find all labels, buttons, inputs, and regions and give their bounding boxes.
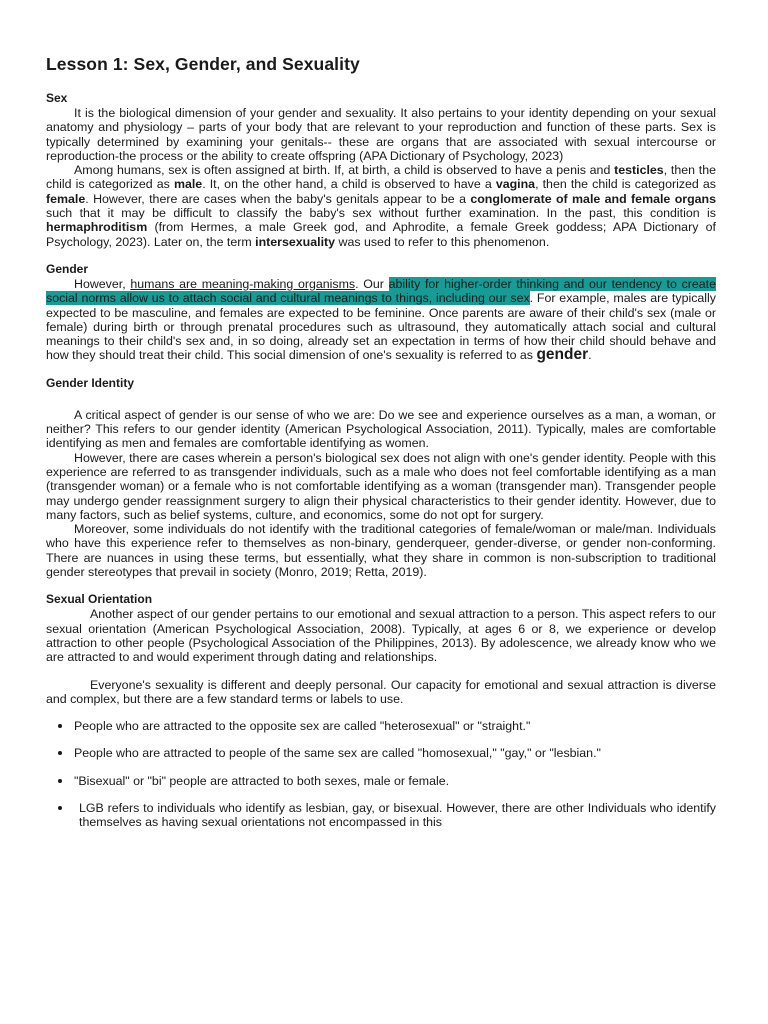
- bold-term-intersexuality: intersexuality: [255, 234, 336, 249]
- section-heading-sex: Sex: [46, 91, 68, 105]
- list-item: [46, 719, 716, 733]
- list-item-text: LGB refers to individuals who identify as lesbian, gay, or bisexual. However, there are other Individuals who identify themselves as having sexual orientations not encompassed in this: [79, 800, 716, 830]
- document-body: [46, 91, 716, 830]
- text-run: , then the child is categorized as: [46, 163, 717, 192]
- bold-term-female: female: [46, 191, 86, 206]
- bold-term-testicles: testicles: [614, 163, 664, 178]
- bold-term-hermaphroditism: hermaphroditism: [46, 220, 148, 235]
- text-run: . Our: [355, 276, 389, 291]
- sexual-orientation-paragraph-2: Everyone's sexuality is different and deeply personal. Our capacity for emotional and sexual attraction is diverse and complex, but there are a few standard terms or labels to use.: [46, 677, 716, 706]
- text-run: . For example, males are typically expected to be masculine, and females are expected to be feminine. Once parents are aware of their child's sex (male or female) during birth or through prenatal procedures such as ultrasound, they automatically attach social and cultural meanings to their child's sex and, in so doing, already set an expectation in terms of how their child should behave and how they should treat their child. This social dimension of one's sexuality is referred to as: [46, 291, 717, 363]
- list-item: [46, 774, 716, 788]
- bullet-dot-icon: [58, 751, 62, 755]
- orientation-bullet-list: [46, 719, 716, 829]
- gender-identity-paragraph-2: However, there are cases wherein a person's biological sex does not align with one's gender identity. People with this experience are referred to as transgender individuals, such as a male who does not feel comfortable identifying as a man (transgender woman) or a female who is not comfortable identifying as a woman (transgender man). Transgender people may undergo gender reassignment surgery to align their physical characteristics to their gender identity. However, due to many factors, such as belief systems, culture, and economics, some do not opt for surgery.: [46, 450, 716, 522]
- text-run: .: [588, 348, 592, 363]
- text-run: , then the child is categorized as: [535, 177, 716, 192]
- section-heading-gender-identity: Gender Identity: [46, 375, 135, 390]
- section-heading-gender: Gender: [46, 261, 89, 276]
- text-run: such that it may be difficult to classify the baby's sex without further examination. In the past, this condition is: [46, 206, 716, 221]
- list-item: [46, 746, 716, 760]
- gender-identity-paragraph-1: A critical aspect of gender is our sense of who we are: Do we see and experience ourselves as a man, a woman, or neither? This refers to our gender identity (American Psychological Association, 2011). Typically, males are comfortable identifying as men and females are comfortable identifying as women.: [46, 407, 716, 451]
- list-item-text: "Bisexual" or "bi" people are attracted to both sexes, male or female.: [74, 773, 450, 788]
- list-item-text: People who are attracted to people of the same sex are called "homosexual," "gay," or "lesbian.": [74, 746, 601, 761]
- bullet-dot-icon: [58, 724, 62, 728]
- text-run: . However, there are cases when the baby's genitals appear to be a: [85, 191, 471, 206]
- text-run: was used to refer to this phenomenon.: [335, 234, 550, 249]
- text-run: Among humans, sex is often assigned at birth. If, at birth, a child is observed to have a penis and: [74, 163, 615, 178]
- bullet-dot-icon: [58, 779, 62, 783]
- list-item: [46, 801, 716, 830]
- bold-term-male: male: [173, 177, 203, 192]
- text-run: . It, on the other hand, a child is observed to have a: [202, 177, 496, 192]
- lesson-title: Lesson 1: Sex, Gender, and Sexuality: [46, 54, 360, 74]
- bold-term-vagina: vagina: [495, 177, 536, 192]
- list-item-text: People who are attracted to the opposite sex are called "heterosexual" or "straight.": [74, 719, 531, 734]
- gender-paragraph: [46, 277, 716, 363]
- text-run: However,: [74, 276, 131, 291]
- gender-identity-paragraph-3: Moreover, some individuals do not identify with the traditional categories of female/woman or male/man. Individuals who have this experience refer to themselves as non-binary, genderqueer, gender-diverse, or gender non-conforming. There are nuances in using these terms, but essentially, what they share in common is non-subscription to traditional gender stereotypes that prevail in society (Monro, 2019; Retta, 2019).: [46, 522, 716, 580]
- bullet-dot-icon: [58, 806, 62, 810]
- text-run: (from Hermes, a male Greek god, and Aphrodite, a female Greek goddess; APA Dictionary of Psychology, 2023). Later on, the term: [46, 220, 716, 249]
- large-term-gender: gender: [536, 346, 589, 364]
- sex-paragraph-1: It is the biological dimension of your gender and sexuality. It also pertains to your identity depending on your sexual anatomy and physiology – parts of your body that are relevant to your reproduction and function of these parts. Sex is typically determined by examining your genitals-- these are organs that are associated with sexual intercourse or reproduction-the process or the ability to create offspring (APA Dictionary of Psychology, 2023): [46, 106, 716, 163]
- highlighted-phrase: ability for higher-order thinking and our tendency to create social norms allow us to attach social and cultural meanings to things, including our sex: [46, 276, 717, 306]
- section-heading-sexual-orientation: Sexual Orientation: [46, 592, 153, 607]
- underlined-phrase: humans are meaning-making organisms: [130, 276, 356, 291]
- bold-term-conglomerate: conglomerate of male and female organs: [470, 191, 717, 206]
- sexual-orientation-paragraph-1: Another aspect of our gender pertains to our emotional and sexual attraction to a person. This aspect refers to our sexual orientation (American Psychological Association, 2008). Typically, at ages 6 or 8, we experience or develop attraction to other people (Psychological Association of the Philippines, 2013). By adolescence, we already know who we are attracted to and would experiment through dating and relationships.: [46, 607, 716, 665]
- sex-paragraph-2: [46, 163, 716, 249]
